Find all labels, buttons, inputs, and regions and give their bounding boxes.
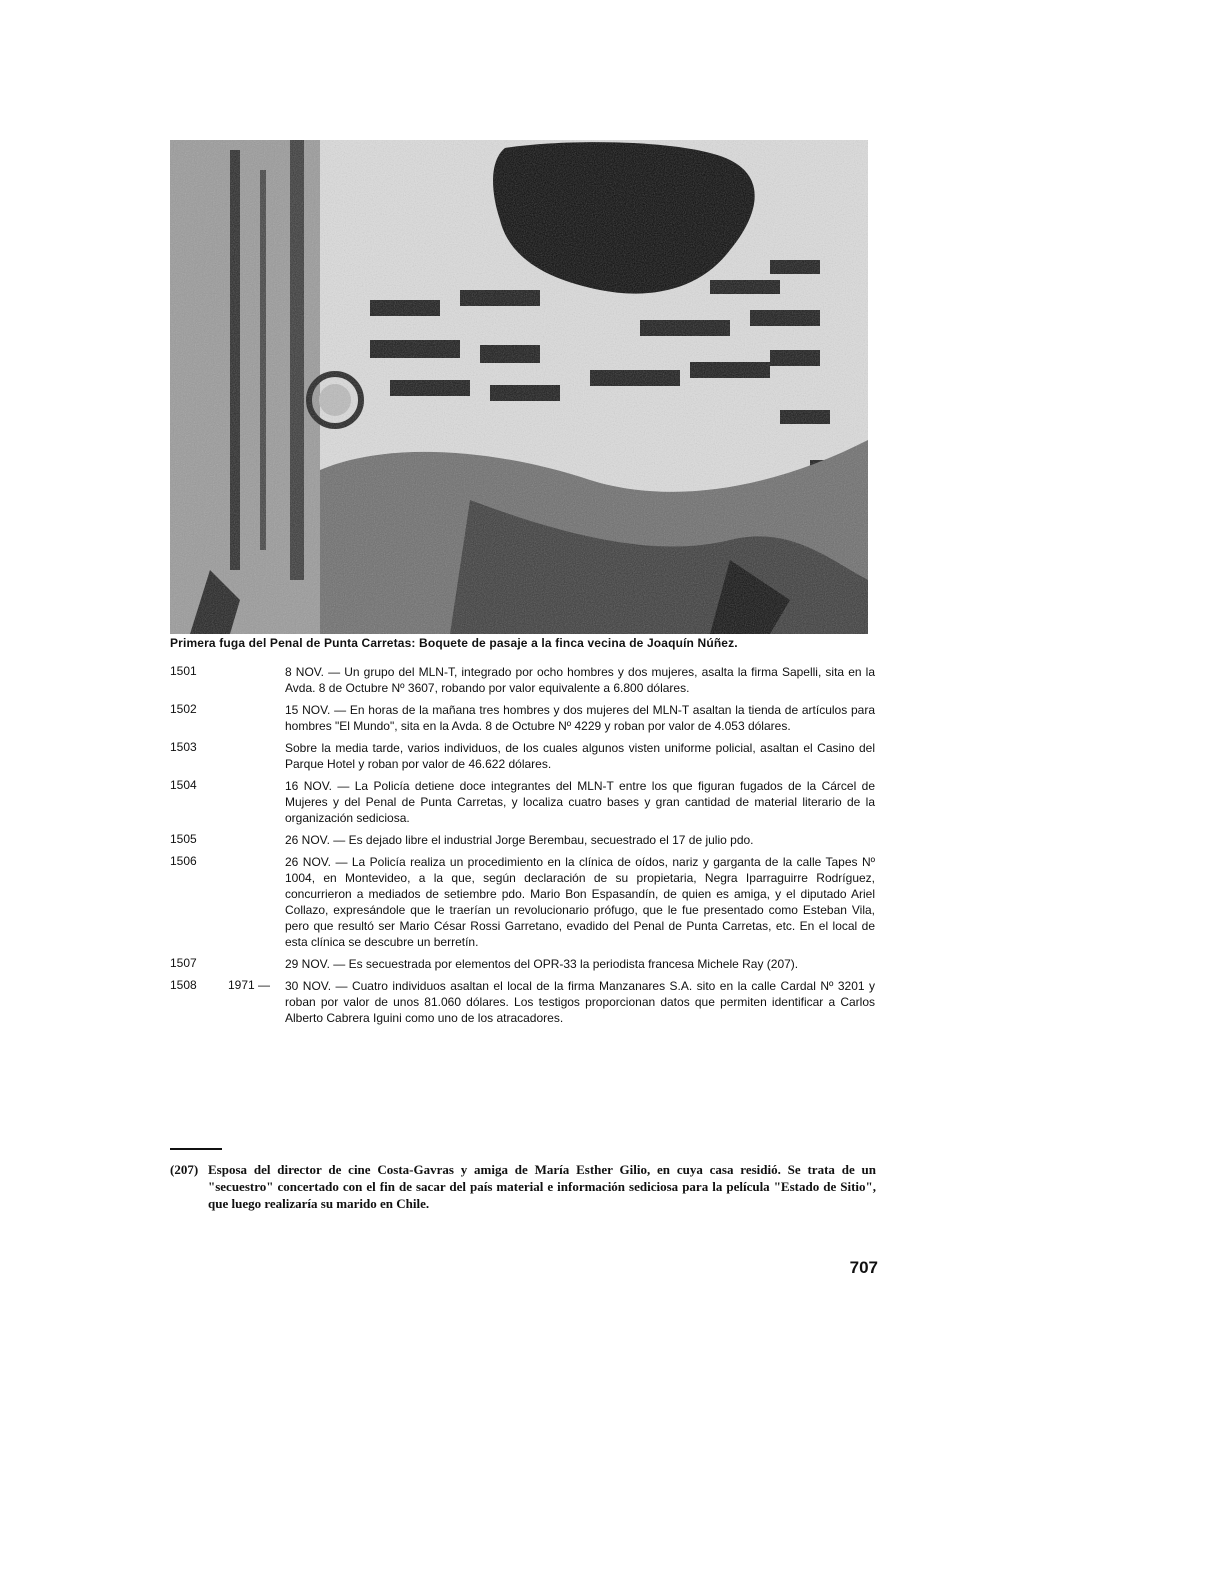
photo-illustration	[170, 140, 868, 634]
entry-number: 1507	[170, 956, 197, 970]
entry-text: 30 NOV. — Cuatro individuos asaltan el local de la firma Manzanares S.A. sito en la calle Cardal Nº 3201 y roban por valor de unos 81.060 dólares. Los testigos proporcionan datos que permiten identificar a Carlos Alberto Cabrera Iguini como uno de los atracadores.	[285, 979, 875, 1025]
entry-text: 29 NOV. — Es secuestrada por elementos del OPR-33 la periodista francesa Michele Ray (207).	[285, 957, 799, 971]
entry-number: 1505	[170, 832, 197, 846]
footnote-mark: (207)	[170, 1162, 199, 1177]
entry-text: 26 NOV. — Es dejado libre el industrial Jorge Berembau, secuestrado el 17 de julio pdo.	[285, 833, 754, 847]
list-item	[170, 702, 876, 734]
list-item	[170, 832, 876, 848]
list-item	[170, 778, 876, 826]
entry-text: 26 NOV. — La Policía realiza un procedimiento en la clínica de oídos, nariz y garganta de la calle Tapes Nº 1004, en Montevideo, a la que, según declaración de su propietaria, Negra Iparraguirre Rodríguez, concurrieron a mediados de setiembre pdo. Mario Bon Espasandín, de quien es amiga, y el diputado Ariel Collazo, expresándole que le traerían un revolucionario prófugo, que le fue presentado como Esteban Vila, pero que resultó ser Mario César Rossi Garretano, evadido del Penal de Punta Carretas, etc. En el local de esta clínica se descubre un berretín.	[285, 855, 875, 949]
footnote-text: Esposa del director de cine Costa-Gavras y amiga de María Esther Gilio, en cuya casa residió. Se trata de un "secuestro" concertado con el fin de sacar del país material e información sediciosa para la película "Estado de Sitio", que luego realizaría su marido en Chile.	[208, 1162, 876, 1211]
entry-number: 1502	[170, 702, 197, 716]
page-number: 707	[849, 1258, 878, 1277]
figure-caption: Primera fuga del Penal de Punta Carretas: Boquete de pasaje a la finca vecina de Joaquín Núñez.	[170, 636, 738, 650]
entry-text: 8 NOV. — Un grupo del MLN-T, integrado por ocho hombres y dos mujeres, asalta la firma Sapelli, sita en la Avda. 8 de Octubre Nº 3607, robando por valor equivalente a 6.800 dólares.	[285, 665, 875, 695]
entry-text: 16 NOV. — La Policía detiene doce integrantes del MLN-T entre los que figuran fugados de la Cárcel de Mujeres y del Penal de Punta Carretas, y localiza cuatro bases y gran cantidad de material literario de la organización sediciosa.	[285, 779, 875, 825]
entry-text: Sobre la media tarde, varios individuos, de los cuales algunos visten uniforme policial, asaltan el Casino del Parque Hotel y roban por valor de 46.622 dólares.	[285, 741, 875, 771]
list-item	[170, 854, 876, 950]
entry-number: 1506	[170, 854, 197, 868]
list-item	[170, 664, 876, 696]
wall-hole-photo	[170, 140, 868, 634]
entry-number: 1503	[170, 740, 197, 754]
chronology-list	[170, 664, 876, 1032]
footnote	[170, 1161, 876, 1212]
entry-number: 1508	[170, 978, 197, 992]
list-item	[170, 740, 876, 772]
entry-number: 1504	[170, 778, 197, 792]
entry-year: 1971 —	[228, 978, 271, 992]
entry-number: 1501	[170, 664, 197, 678]
list-item	[170, 956, 876, 972]
list-item	[170, 978, 876, 1026]
footnote-divider	[170, 1148, 222, 1150]
entry-text: 15 NOV. — En horas de la mañana tres hombres y dos mujeres del MLN-T asaltan la tienda de artículos para hombres "El Mundo", sita en la Avda. 8 de Octubre Nº 4229 y roban por valor de 4.053 dólares.	[285, 703, 875, 733]
